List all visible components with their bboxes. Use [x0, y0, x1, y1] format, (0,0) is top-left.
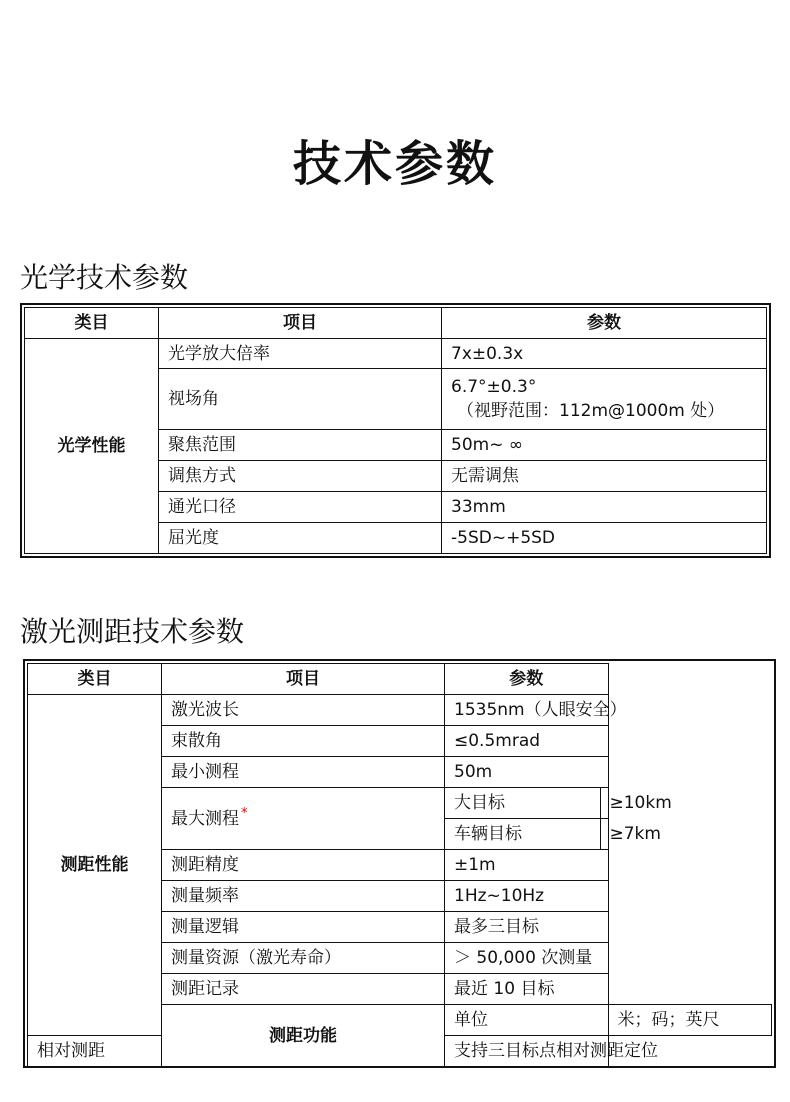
value-cell [442, 369, 767, 430]
laser-spec-table [23, 659, 776, 1068]
item-cell: 聚焦范围 [159, 430, 442, 461]
footnote-star: * [241, 805, 248, 821]
value-cell: 50m~ ∞ [442, 430, 767, 461]
item-cell: 测量逻辑 [162, 912, 445, 943]
item-cell: 通光口径 [159, 492, 442, 523]
target-cell: 大目标 [454, 793, 505, 813]
item-cell: 测距记录 [162, 974, 445, 1005]
category-cell: 测距性能 [28, 695, 162, 1036]
item-cell: 屈光度 [159, 523, 442, 554]
item-cell: 相对测距 [28, 1036, 162, 1067]
value-line: 6.7°±0.3° [451, 377, 537, 397]
category-cell: 测距功能 [162, 1005, 445, 1067]
table-header-row [28, 664, 772, 695]
value-cell: ＞ 50,000 次测量 [445, 943, 609, 974]
value-cell: ≤0.5mrad [445, 726, 609, 757]
header-item: 项目 [159, 308, 442, 339]
value-cell: 最多三目标 [445, 912, 609, 943]
section-title-optical: 光学技术参数 [20, 261, 189, 294]
header-value: 参数 [445, 664, 609, 695]
item-cell: 调焦方式 [159, 461, 442, 492]
value-cell: 1Hz~10Hz [445, 881, 609, 912]
item-cell [162, 788, 445, 850]
sub-row [445, 788, 608, 819]
value-cell: 支持三目标点相对测距定位 [445, 1036, 609, 1067]
item-cell: 测量资源（激光寿命） [162, 943, 445, 974]
header-item: 项目 [162, 664, 445, 695]
item-cell: 束散角 [162, 726, 445, 757]
table-header-row [25, 308, 767, 339]
header-category: 类目 [25, 308, 159, 339]
value-cell: 米；码；英尺 [608, 1005, 772, 1036]
value-cell: -5SD~+5SD [442, 523, 767, 554]
page-title: 技术参数 [292, 136, 497, 192]
value-cell: 50m [445, 757, 609, 788]
range-cell: ≥10km [600, 788, 608, 819]
item-cell: 光学放大倍率 [159, 339, 442, 369]
value-cell: 33mm [442, 492, 767, 523]
header-value: 参数 [442, 308, 767, 339]
max-range-subtable [445, 788, 672, 849]
item-cell: 测距精度 [162, 850, 445, 881]
value-cell: 1535nm（人眼安全） [445, 695, 609, 726]
item-cell: 最小测程 [162, 757, 445, 788]
item-cell: 单位 [445, 1005, 609, 1036]
value-cell: 无需调焦 [442, 461, 767, 492]
header-category: 类目 [28, 664, 162, 695]
item-cell: 视场角 [159, 369, 442, 430]
optical-spec-table [20, 303, 771, 558]
category-cell: 光学性能 [25, 339, 159, 554]
value-cell: 最近 10 目标 [445, 974, 609, 1005]
section-title-laser: 激光测距技术参数 [20, 615, 245, 648]
item-cell: 激光波长 [162, 695, 445, 726]
value-note: （视野范围：112m@1000m 处） [457, 401, 725, 421]
sub-row [445, 819, 608, 850]
value-cell: ±1m [445, 850, 609, 881]
item-cell: 测量频率 [162, 881, 445, 912]
table-row [25, 339, 767, 369]
value-cell [445, 788, 672, 850]
item-label: 最大测程 [171, 808, 239, 829]
value-cell: 7x±0.3x [442, 339, 767, 369]
range-cell: ≥7km [600, 819, 608, 850]
table-row [28, 695, 772, 726]
target-cell: 车辆目标 [445, 819, 600, 850]
